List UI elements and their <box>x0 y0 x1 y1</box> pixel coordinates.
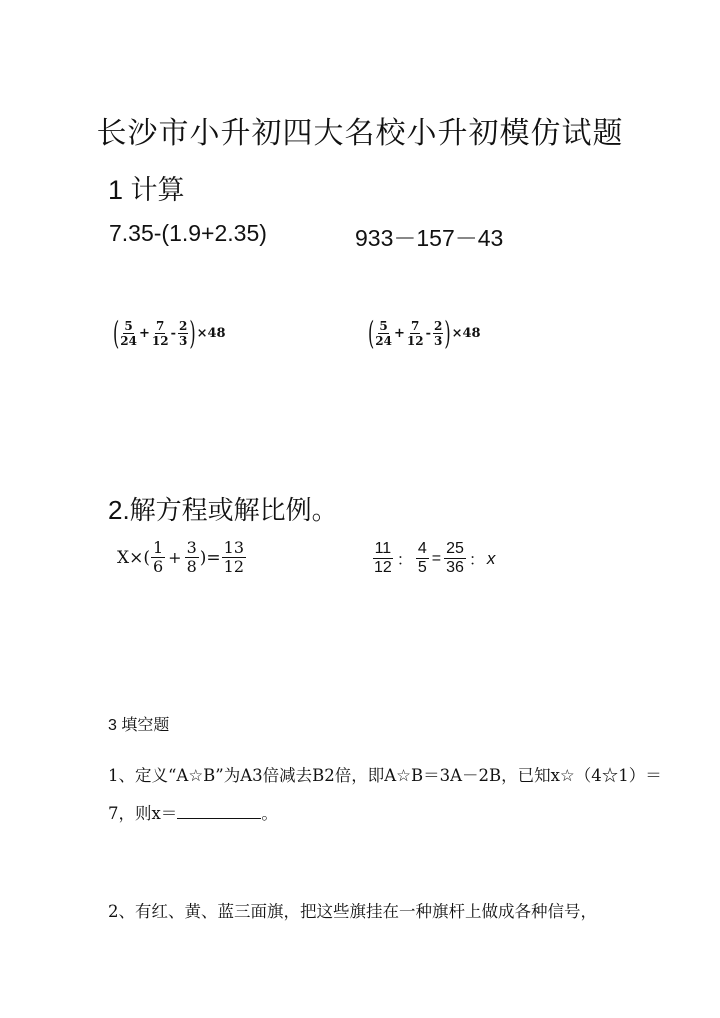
fraction: $\frac{13}{12}$ <box>223 538 245 576</box>
fraction-expression-left: ( $\frac{5}{24}$ + $\frac{7}{12}$ - $\frac{2}{3}$ ) ×48 <box>113 313 226 352</box>
fraction: $\frac{7}{12}$ <box>406 319 424 348</box>
equation-left: X×( $\frac{1}{6}$ + $\frac{3}{8}$ )= $\frac{13}{12}$ <box>117 538 245 576</box>
section-3-heading: 3 填空题 <box>108 717 170 734</box>
calc-problem-left: 7.35-(1.9+2.35) <box>109 220 267 246</box>
fraction: $\frac{1}{6}$ <box>152 538 164 576</box>
equation-right: $\frac{11}{12}$ ： $\frac{4}{5}$ = $\frac{25}{36}$ ： x <box>374 540 496 576</box>
question-1-line-1: 1、定义“A☆B”为A3倍减去B2倍，即A☆B＝3A－2B，已知x☆（4☆1）＝ <box>108 766 662 785</box>
fraction: $\frac{2}{3}$ <box>178 319 188 348</box>
section-2-heading: 2.解方程或解比例。 <box>108 495 338 525</box>
answer-blank <box>177 804 261 819</box>
fraction-expression-right: ( $\frac{5}{24}$ + $\frac{7}{12}$ - $\frac{2}{3}$ ) ×48 <box>368 313 481 352</box>
close-paren: ) <box>444 313 451 352</box>
calc-problem-right: 933－157－43 <box>355 225 504 251</box>
open-paren: ( <box>368 313 375 352</box>
fraction: $\frac{5}{24}$ <box>375 319 392 348</box>
close-paren: ) <box>189 313 196 352</box>
fraction: $\frac{11}{12}$ <box>374 540 392 576</box>
fraction: $\frac{7}{12}$ <box>151 319 169 348</box>
section-1-heading: 1 计算 <box>108 175 185 205</box>
fraction: $\frac{3}{8}$ <box>186 538 197 576</box>
fraction: $\frac{4}{5}$ <box>417 540 427 576</box>
open-paren: ( <box>113 313 120 352</box>
fraction: $\frac{2}{3}$ <box>433 319 443 348</box>
fraction: $\frac{5}{24}$ <box>120 319 137 348</box>
fraction: $\frac{25}{36}$ <box>446 540 464 576</box>
question-2-line-1: 2、有红、黄、蓝三面旗，把这些旗挂在一种旗杆上做成各种信号， <box>108 902 597 921</box>
page-title: 长沙市小升初四大名校小升初模仿试题 <box>96 116 624 151</box>
question-1-line-2: 7，则x＝ 。 <box>108 804 278 823</box>
